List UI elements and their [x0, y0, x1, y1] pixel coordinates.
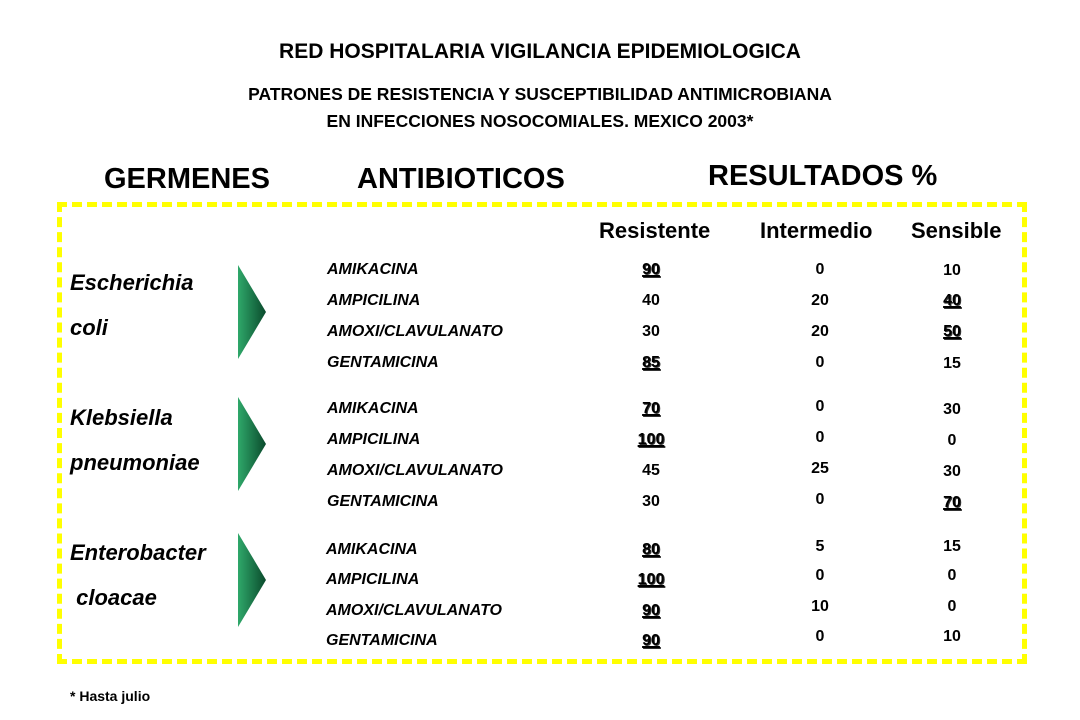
value-intermedio: 0: [815, 628, 825, 645]
value-intermedio: 0: [815, 429, 825, 446]
value-resistente: 45: [642, 462, 660, 479]
value-sensible: 40: [943, 292, 961, 309]
antibiotic-name: AMIKACINA: [327, 400, 419, 417]
header-intermedio: Intermedio: [760, 218, 873, 243]
value-resistente: 100: [637, 431, 665, 448]
value-intermedio: 20: [811, 292, 829, 309]
footnote: * Hasta julio: [70, 688, 151, 704]
value-intermedio: 20: [811, 323, 829, 340]
value-sensible: 15: [943, 355, 961, 372]
subtitle-line-1: PATRONES DE RESISTENCIA Y SUSCEPTIBILIDAD ANTIMICROBIANA: [248, 84, 832, 104]
value-sensible: 10: [943, 262, 961, 279]
value-sensible: 0: [947, 567, 957, 584]
value-sensible: 50: [943, 323, 961, 340]
value-resistente: 90: [642, 602, 660, 619]
value-resistente: 70: [642, 400, 660, 417]
value-intermedio: 0: [815, 398, 825, 415]
germ-name-line-1: Klebsiella: [70, 405, 173, 430]
antibiotic-name: AMPICILINA: [326, 571, 420, 588]
value-sensible: 15: [943, 538, 961, 555]
value-intermedio: 0: [815, 354, 825, 371]
chevron-right-icon: [238, 265, 268, 360]
germ-name-line-2: cloacae: [70, 585, 157, 610]
header-antibioticos: ANTIBIOTICOS: [357, 163, 565, 195]
header-resistente: Resistente: [599, 218, 711, 243]
value-sensible: 70: [943, 494, 961, 511]
antibiotic-name: AMIKACINA: [326, 541, 418, 558]
header-germenes: GERMENES: [104, 163, 270, 195]
antibiotic-name: AMOXI/CLAVULANATO: [327, 462, 503, 479]
main-title: RED HOSPITALARIA VIGILANCIA EPIDEMIOLOGICA: [279, 40, 801, 63]
value-resistente: 90: [642, 632, 660, 649]
germ-name-line-2: pneumoniae: [70, 450, 200, 475]
header-sensible: Sensible: [911, 218, 1002, 243]
value-intermedio: 0: [815, 261, 825, 278]
antibiotic-name: AMPICILINA: [327, 431, 421, 448]
value-resistente: 40: [642, 292, 660, 309]
subtitle-line-2: EN INFECCIONES NOSOCOMIALES. MEXICO 2003*: [326, 111, 754, 131]
antibiotic-name: GENTAMICINA: [326, 632, 438, 649]
antibiotic-name: AMOXI/CLAVULANATO: [326, 602, 502, 619]
value-intermedio: 0: [815, 491, 825, 508]
value-resistente: 90: [642, 261, 660, 278]
chevron-right-icon: [238, 397, 268, 492]
value-resistente: 80: [642, 541, 660, 558]
value-intermedio: 5: [815, 538, 825, 555]
value-intermedio: 0: [815, 567, 825, 584]
value-resistente: 85: [642, 354, 660, 371]
results-frame: [57, 202, 1027, 664]
antibiotic-name: GENTAMICINA: [327, 354, 439, 371]
value-sensible: 0: [947, 432, 957, 449]
value-sensible: 10: [943, 628, 961, 645]
germ-name-line-2: coli: [70, 315, 108, 340]
value-resistente: 30: [642, 493, 660, 510]
antibiotic-name: AMOXI/CLAVULANATO: [327, 323, 503, 340]
value-intermedio: 10: [811, 598, 829, 615]
antibiotic-name: AMIKACINA: [327, 261, 419, 278]
value-intermedio: 25: [811, 460, 829, 477]
antibiotic-name: GENTAMICINA: [327, 493, 439, 510]
antibiotic-name: AMPICILINA: [327, 292, 421, 309]
germ-name-line-1: Enterobacter: [70, 540, 206, 565]
germ-name-line-1: Escherichia: [70, 270, 194, 295]
value-sensible: 30: [943, 401, 961, 418]
value-resistente: 30: [642, 323, 660, 340]
header-resultados: RESULTADOS %: [708, 160, 938, 192]
chevron-right-icon: [238, 533, 268, 628]
value-resistente: 100: [637, 571, 665, 588]
value-sensible: 0: [947, 598, 957, 615]
value-sensible: 30: [943, 463, 961, 480]
